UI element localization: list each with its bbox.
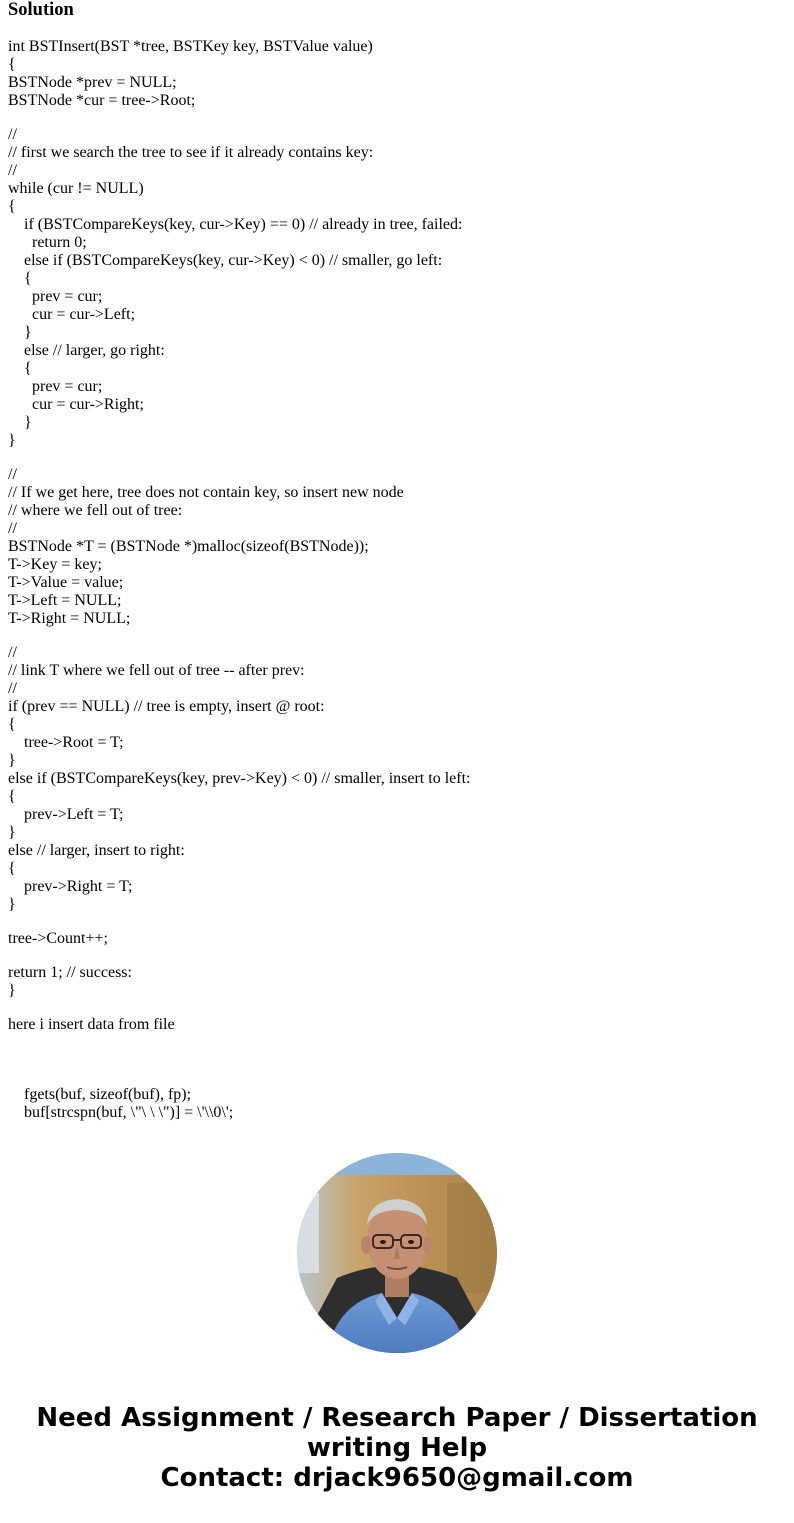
- code-line: [8, 914, 778, 930]
- code-line: //: [8, 644, 17, 661]
- code-line: return 0;: [8, 234, 87, 251]
- promo-contact: Contact: drjack9650@gmail.com: [160, 1463, 634, 1493]
- code-line: T->Key = key;: [8, 556, 102, 573]
- code-line: T->Left = NULL;: [8, 592, 122, 609]
- promo-line: writing Help: [306, 1433, 488, 1463]
- code-line: {: [8, 56, 16, 73]
- code-line: int BSTInsert(BST *tree, BSTKey key, BSTValue value): [8, 38, 373, 55]
- code-line: [8, 948, 778, 964]
- code-line: // link T where we fell out of tree -- after prev:: [8, 662, 305, 679]
- code-line: while (cur != NULL): [8, 180, 144, 197]
- code-line: tree->Count++;: [8, 930, 108, 947]
- code-line: cur = cur->Left;: [8, 306, 136, 323]
- code-line: else // larger, go right:: [8, 342, 165, 359]
- code-line: //: [8, 520, 17, 537]
- page-title: Solution: [8, 0, 74, 20]
- code-line: {: [8, 270, 32, 287]
- code-line: }: [8, 414, 32, 431]
- promo-banner: [0, 1403, 794, 1493]
- code-line: // If we get here, tree does not contain key, so insert new node: [8, 484, 404, 501]
- code-line: if (prev == NULL) // tree is empty, insert @ root:: [8, 698, 325, 715]
- code-line: prev->Left = T;: [8, 806, 124, 823]
- code-line: }: [8, 324, 32, 341]
- code-line: //: [8, 680, 17, 697]
- snippet-line: buf[strcspn(buf, \"\ \ \")] = \'\\0\';: [24, 1104, 234, 1121]
- code-line: }: [8, 824, 16, 841]
- code-line: {: [8, 360, 32, 377]
- code-line: prev = cur;: [8, 288, 103, 305]
- snippet-line: fgets(buf, sizeof(buf), fp);: [24, 1086, 192, 1103]
- code-line: }: [8, 982, 16, 999]
- code-block: [8, 38, 778, 1000]
- code-line: BSTNode *T = (BSTNode *)malloc(sizeof(BSTNode));: [8, 538, 369, 555]
- code-line: else if (BSTCompareKeys(key, cur->Key) < 0) // smaller, go left:: [8, 252, 443, 269]
- code-line: [8, 628, 778, 644]
- code-line: {: [8, 716, 16, 733]
- code-line: BSTNode *cur = tree->Root;: [8, 92, 196, 109]
- code-line: cur = cur->Right;: [8, 396, 144, 413]
- code-line: {: [8, 860, 16, 877]
- code-line: }: [8, 896, 16, 913]
- code-line: tree->Root = T;: [8, 734, 124, 751]
- promo-line: Need Assignment / Research Paper / Dissertation: [36, 1403, 758, 1433]
- code-line: //: [8, 466, 17, 483]
- note-text: here i insert data from file: [8, 1016, 175, 1033]
- author-avatar: [297, 1153, 497, 1353]
- code-line: return 1; // success:: [8, 964, 132, 981]
- code-line: [8, 110, 778, 126]
- code-line: if (BSTCompareKeys(key, cur->Key) == 0) // already in tree, failed:: [8, 216, 463, 233]
- code-line: {: [8, 788, 16, 805]
- code-line: BSTNode *prev = NULL;: [8, 74, 177, 91]
- code-line: {: [8, 198, 16, 215]
- code-line: else if (BSTCompareKeys(key, prev->Key) < 0) // smaller, insert to left:: [8, 770, 471, 787]
- code-line: prev = cur;: [8, 378, 103, 395]
- code-line: T->Value = value;: [8, 574, 124, 591]
- code-line: T->Right = NULL;: [8, 610, 131, 627]
- code-line: // where we fell out of tree:: [8, 502, 183, 519]
- code-line: [8, 450, 778, 466]
- code-line: else // larger, insert to right:: [8, 842, 185, 859]
- code-line: // first we search the tree to see if it already contains key:: [8, 144, 374, 161]
- code-line: //: [8, 162, 17, 179]
- code-snippet: [24, 1086, 233, 1122]
- code-line: }: [8, 752, 16, 769]
- code-line: }: [8, 432, 16, 449]
- code-line: //: [8, 126, 17, 143]
- code-line: prev->Right = T;: [8, 878, 133, 895]
